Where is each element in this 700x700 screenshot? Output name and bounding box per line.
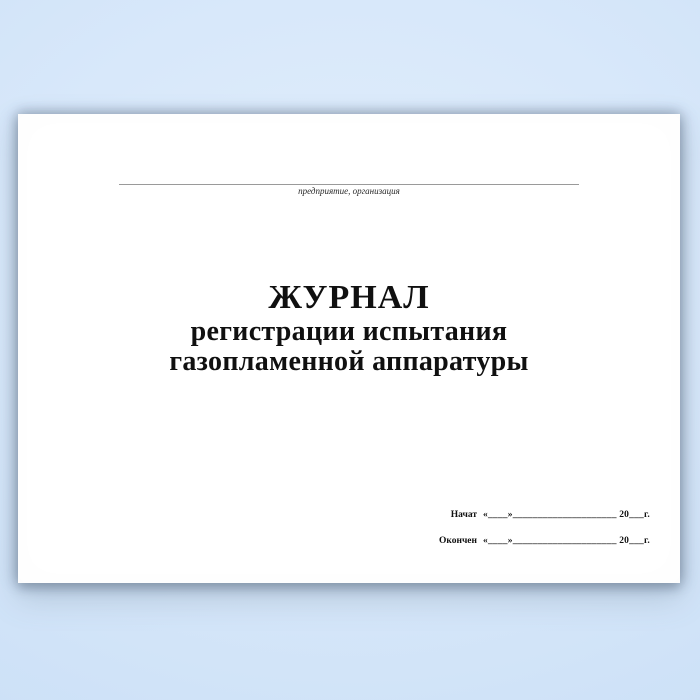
date-started-row [431, 510, 650, 536]
date-finished-row [431, 536, 650, 562]
organization-block [18, 184, 680, 197]
date-started-fill-line: «____»_____________________ 20___г. [483, 510, 650, 520]
date-finished-fill-line: «____»_____________________ 20___г. [483, 536, 650, 546]
organization-caption: предприятие, организация [298, 186, 400, 196]
journal-subtitle-line2: газопламенной аппаратуры [169, 346, 529, 377]
date-started-label: Начат [450, 510, 477, 520]
organization-fill-line [119, 184, 579, 185]
journal-subtitle-line1: регистрации испытания [190, 316, 508, 347]
dates-block [431, 510, 650, 562]
title-block [18, 279, 680, 377]
journal-title: ЖУРНАЛ [268, 279, 430, 316]
journal-cover-page [18, 114, 680, 583]
date-finished-label: Окончен [438, 536, 477, 546]
